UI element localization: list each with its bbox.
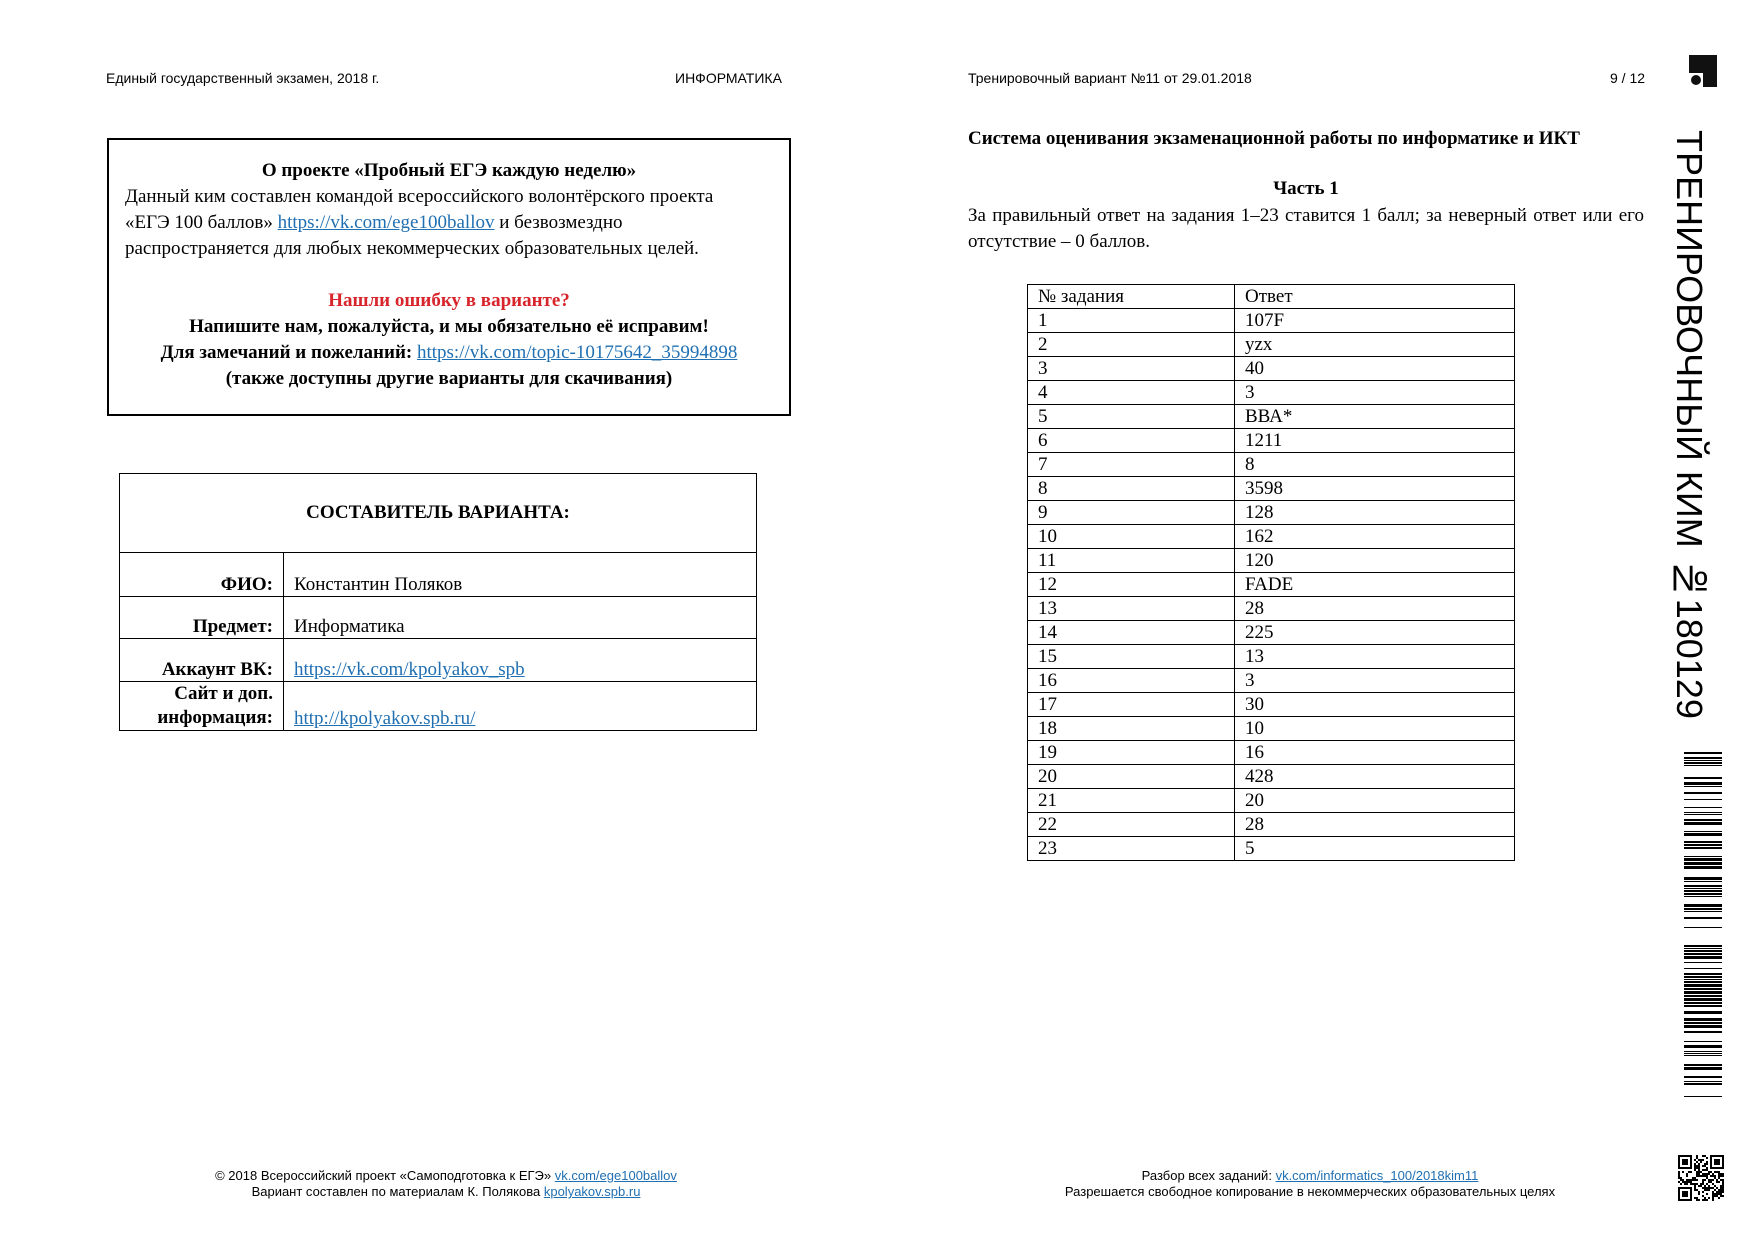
logo-icon	[1689, 55, 1717, 87]
footer-vk-link[interactable]: vk.com/ege100ballov	[554, 1168, 677, 1183]
task-answer: ВВА*	[1235, 405, 1515, 429]
answer-row	[1028, 717, 1515, 741]
task-answer: 10	[1235, 717, 1515, 741]
task-number: 18	[1028, 717, 1235, 741]
task-number: 8	[1028, 477, 1235, 501]
side-title	[1668, 130, 1710, 719]
about-line-2	[125, 210, 773, 236]
task-number: 2	[1028, 333, 1235, 357]
answer-row	[1028, 381, 1515, 405]
footer-right-line-2: Разрешается свободное копирование в некоммерческих образовательных целях	[1064, 1184, 1556, 1199]
task-number: 17	[1028, 693, 1235, 717]
task-number: 11	[1028, 549, 1235, 573]
answer-row	[1028, 621, 1515, 645]
answer-row	[1028, 813, 1515, 837]
task-answer: 13	[1235, 645, 1515, 669]
task-answer: 3	[1235, 381, 1515, 405]
site-link[interactable]: http://kpolyakov.spb.ru/	[294, 708, 476, 729]
task-number: 22	[1028, 813, 1235, 837]
write-us-text: Напишите нам, пожалуйста, и мы обязательно её исправим!	[189, 316, 709, 337]
task-answer: 5	[1235, 837, 1515, 861]
site-label	[120, 682, 284, 731]
author-table	[119, 473, 757, 731]
task-number: 1	[1028, 309, 1235, 333]
task-number: 9	[1028, 501, 1235, 525]
header-exam: Единый государственный экзамен, 2018 г.	[106, 70, 380, 86]
answer-row	[1028, 453, 1515, 477]
task-number: 21	[1028, 789, 1235, 813]
footer-right-line-1-text: Разбор всех заданий:	[1141, 1168, 1272, 1183]
task-number: 6	[1028, 429, 1235, 453]
error-title: Нашли ошибку в варианте?	[328, 290, 570, 311]
answer-row	[1028, 765, 1515, 789]
vk-label: Аккаунт ВК:	[120, 639, 284, 682]
part-title: Часть 1	[1273, 178, 1339, 199]
task-answer: 28	[1235, 597, 1515, 621]
author-table-title: СОСТАВИТЕЛЬ ВАРИАНТА:	[120, 474, 757, 553]
task-answer: 20	[1235, 789, 1515, 813]
task-answer: 162	[1235, 525, 1515, 549]
answer-row	[1028, 405, 1515, 429]
footer-right	[1010, 1168, 1610, 1200]
answer-row	[1028, 333, 1515, 357]
footer-left	[186, 1168, 706, 1200]
about-line-1: Данный ким составлен командой всероссийского волонтёрского проекта	[125, 186, 714, 207]
task-number: 20	[1028, 765, 1235, 789]
qr-code-icon	[1678, 1155, 1724, 1201]
scoring-title: Система оценивания экзаменационной работы по информатике и ИКТ	[968, 128, 1580, 149]
answers-table	[1027, 284, 1515, 861]
vk-cell	[284, 639, 757, 682]
footer-left-line-2	[186, 1184, 706, 1200]
task-number: 4	[1028, 381, 1235, 405]
answer-row	[1028, 309, 1515, 333]
task-answer: 128	[1235, 501, 1515, 525]
feedback-link[interactable]: https://vk.com/topic-10175642_35994898	[416, 342, 738, 363]
answer-row	[1028, 525, 1515, 549]
fio-label: ФИО:	[120, 553, 284, 597]
site-label-line-2: информация:	[157, 707, 273, 728]
task-answer: 8	[1235, 453, 1515, 477]
task-answer: 40	[1235, 357, 1515, 381]
task-answer: FADE	[1235, 573, 1515, 597]
task-answer: 428	[1235, 765, 1515, 789]
task-number: 16	[1028, 669, 1235, 693]
footer-analysis-link[interactable]: vk.com/informatics_100/2018kim11	[1275, 1168, 1479, 1183]
task-answer: 3598	[1235, 477, 1515, 501]
page-number: 9 / 12	[1610, 70, 1646, 86]
task-number: 3	[1028, 357, 1235, 381]
answer-row	[1028, 669, 1515, 693]
fio-value: Константин Поляков	[284, 553, 757, 597]
feedback-label: Для замечаний и пожеланий:	[160, 342, 413, 363]
site-cell	[284, 682, 757, 731]
about-project-box	[107, 138, 791, 416]
header-subject: ИНФОРМАТИКА	[675, 70, 782, 86]
task-answer: 225	[1235, 621, 1515, 645]
answer-row	[1028, 741, 1515, 765]
task-number: 19	[1028, 741, 1235, 765]
col-task-header: № задания	[1028, 285, 1235, 309]
answer-row	[1028, 429, 1515, 453]
answers-body	[1028, 309, 1515, 861]
task-answer: 1211	[1235, 429, 1515, 453]
task-number: 7	[1028, 453, 1235, 477]
task-answer: yzx	[1235, 333, 1515, 357]
task-number: 14	[1028, 621, 1235, 645]
task-number: 15	[1028, 645, 1235, 669]
task-answer: 107F	[1235, 309, 1515, 333]
task-number: 23	[1028, 837, 1235, 861]
col-answer-header: Ответ	[1235, 285, 1515, 309]
answer-row	[1028, 477, 1515, 501]
answers-header-row	[1028, 285, 1515, 309]
also-available-text: (также доступны другие варианты для скачивания)	[225, 368, 673, 389]
side-title-text: ТРЕНИРОВОЧНЫЙ КИМ №180129	[1669, 130, 1710, 719]
footer-right-line-1	[1010, 1168, 1610, 1184]
answer-row	[1028, 501, 1515, 525]
about-line-2-post: и безвозмездно	[499, 212, 623, 233]
scoring-text: За правильный ответ на задания 1–23 ставится 1 балл; за неверный ответ или его отсутствие – 0 баллов.	[968, 205, 1644, 252]
subject-value: Информатика	[284, 597, 757, 639]
task-answer: 30	[1235, 693, 1515, 717]
task-number: 10	[1028, 525, 1235, 549]
task-answer: 16	[1235, 741, 1515, 765]
answer-row	[1028, 597, 1515, 621]
header-variant: Тренировочный вариант №11 от 29.01.2018	[968, 70, 1252, 86]
task-number: 13	[1028, 597, 1235, 621]
answer-row	[1028, 645, 1515, 669]
vk-link[interactable]: https://vk.com/kpolyakov_spb	[294, 659, 525, 680]
task-number: 12	[1028, 573, 1235, 597]
site-label-line-1: Сайт и доп.	[174, 683, 273, 704]
barcode-icon	[1684, 752, 1722, 1102]
task-answer: 28	[1235, 813, 1515, 837]
answer-row	[1028, 573, 1515, 597]
footer-left-line-1-text: © 2018 Всероссийский проект «Самоподготовка к ЕГЭ»	[215, 1168, 552, 1183]
footer-site-link[interactable]: kpolyakov.spb.ru	[543, 1184, 641, 1199]
feedback-line	[125, 340, 773, 366]
footer-left-line-1	[186, 1168, 706, 1184]
task-answer: 120	[1235, 549, 1515, 573]
about-line-3: распространяется для любых некоммерческих образовательных целей.	[125, 238, 699, 259]
project-link[interactable]: https://vk.com/ege100ballov	[277, 212, 495, 233]
answer-row	[1028, 693, 1515, 717]
about-title: О проекте «Пробный ЕГЭ каждую неделю»	[261, 160, 637, 181]
footer-left-line-2-text: Вариант составлен по материалам К. Полякова	[251, 1184, 541, 1199]
answer-row	[1028, 837, 1515, 861]
subject-label: Предмет:	[120, 597, 284, 639]
answer-row	[1028, 549, 1515, 573]
answer-row	[1028, 789, 1515, 813]
task-number: 5	[1028, 405, 1235, 429]
answer-row	[1028, 357, 1515, 381]
task-answer: 3	[1235, 669, 1515, 693]
about-line-2-pre: «ЕГЭ 100 баллов»	[125, 212, 273, 233]
